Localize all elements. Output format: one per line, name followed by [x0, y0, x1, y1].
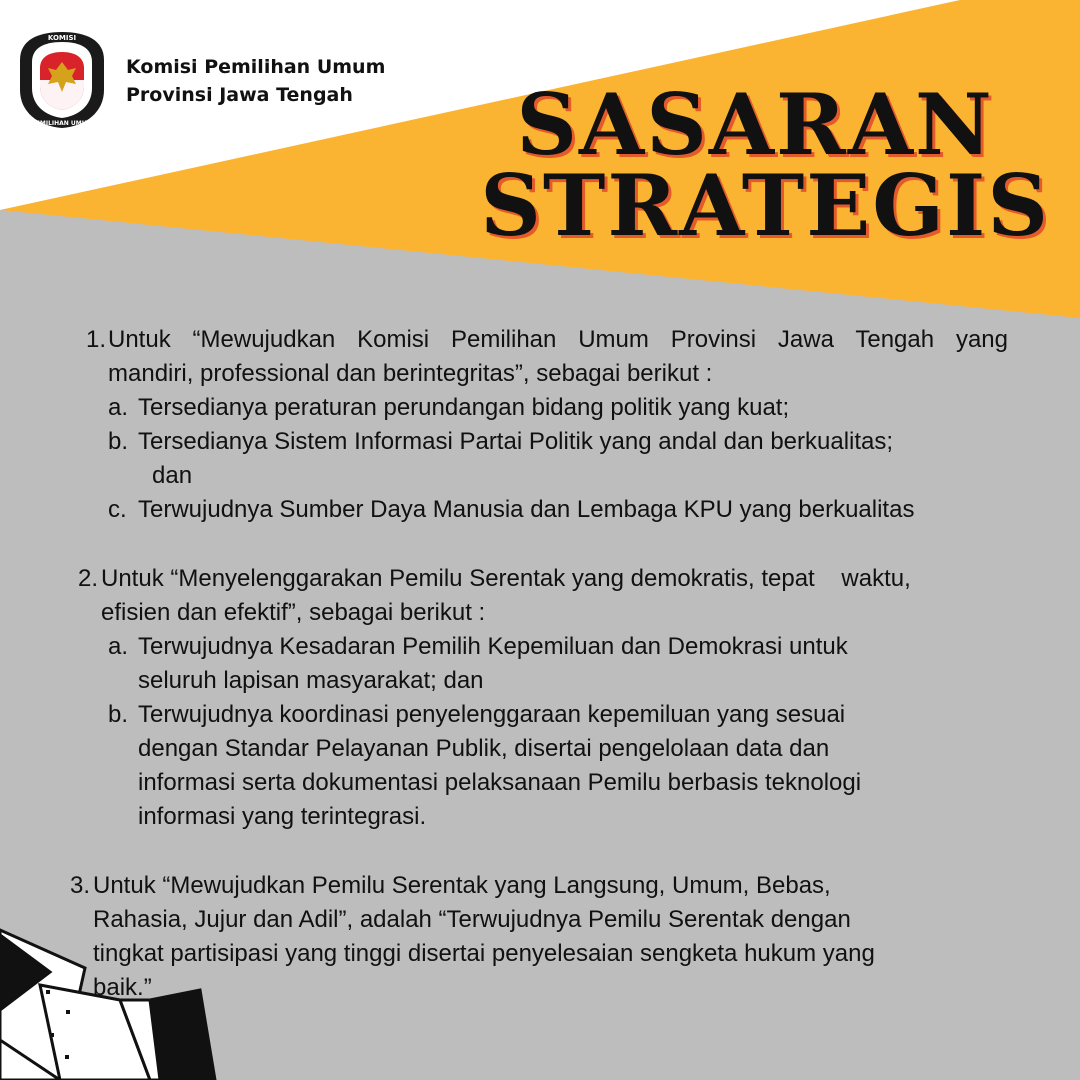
item-3-number: 3. [70, 872, 91, 899]
item-1c-text: Terwujudnya Sumber Daya Manusia dan Lembaga KPU yang berkualitas [138, 496, 915, 523]
item-1b-text-cont: dan [152, 462, 193, 489]
item-1b-label: b. [108, 428, 129, 455]
item-1a-label: a. [108, 394, 129, 421]
item-2a-text: Terwujudnya Kesadaran Pemilih Kepemiluan dan Demokrasi untuk [138, 633, 848, 660]
item-2-number: 2. [78, 565, 99, 592]
org-name-line2: Provinsi Jawa Tengah [126, 84, 353, 106]
item-2a-text-cont: seluruh lapisan masyarakat; dan [138, 667, 484, 694]
title-line1: SASARAN [516, 75, 994, 174]
item-1a-text: Tersedianya peraturan perundangan bidang politik yang kuat; [138, 394, 790, 421]
logo-bottom-text: PEMILIHAN UMUM [31, 120, 93, 127]
item-1-line2: mandiri, professional dan berintegritas”, sebagai berikut : [108, 360, 713, 387]
item-3-line4: baik.” [93, 974, 152, 1001]
item-3-line3: tingkat partisipasi yang tinggi disertai penyelesaian sengketa hukum yang [93, 940, 875, 967]
item-3-line1: Untuk “Mewujudkan Pemilu Serentak yang Langsung, Umum, Bebas, [93, 872, 831, 899]
title-line2: STRATEGIS [480, 156, 1050, 255]
item-1b-text: Tersedianya Sistem Informasi Partai Politik yang andal dan berkualitas; [138, 428, 894, 455]
item-2a-label: a. [108, 633, 129, 660]
item-1c-label: c. [108, 496, 127, 523]
item-2-line2: efisien dan efektif”, sebagai berikut : [101, 599, 486, 626]
logo-top-text: KOMISI [47, 34, 77, 42]
item-2-line1: Untuk “Menyelenggarakan Pemilu Serentak yang demokratis, tepat waktu, [101, 565, 911, 592]
item-2b-text-cont2: informasi serta dokumentasi pelaksanaan Pemilu berbasis teknologi [138, 769, 862, 796]
item-2b-text-cont1: dengan Standar Pelayanan Publik, disertai pengelolaan data dan [138, 735, 830, 762]
org-name-line1: Komisi Pemilihan Umum [126, 56, 386, 78]
item-2b-text-cont3: informasi yang terintegrasi. [138, 803, 427, 830]
item-3-line2: Rahasia, Jujur dan Adil”, adalah “Terwujudnya Pemilu Serentak dengan [93, 906, 851, 933]
item-2b-text: Terwujudnya koordinasi penyelenggaraan kepemiluan yang sesuai [138, 701, 846, 728]
item-1-line1: Untuk “Mewujudkan Komisi Pemilihan Umum Provinsi Jawa Tengah yang [108, 326, 1008, 353]
item-1-number: 1. [86, 326, 107, 353]
item-2b-label: b. [108, 701, 129, 728]
